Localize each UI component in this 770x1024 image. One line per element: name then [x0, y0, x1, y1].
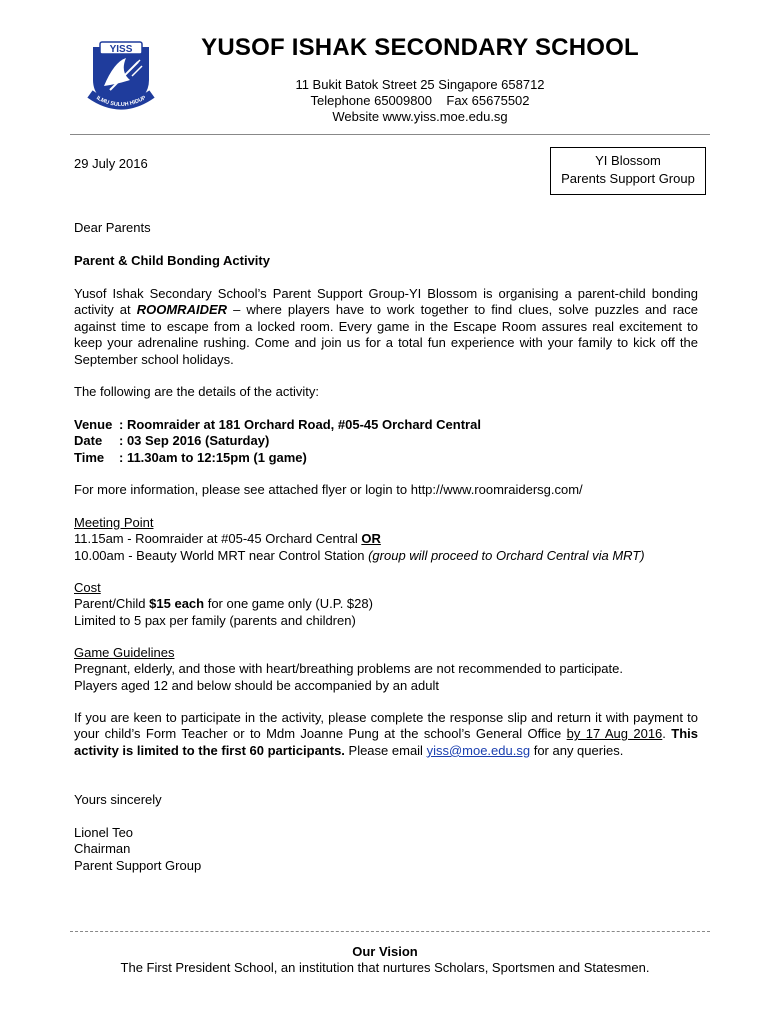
guidelines-section	[74, 645, 698, 694]
venue-value: : Roomraider at 181 Orchard Road, #05-45 Orchard Central	[119, 417, 481, 432]
meeting-line1	[74, 531, 698, 547]
school-website: Website www.yiss.moe.edu.sg	[332, 109, 508, 124]
school-contact	[170, 93, 670, 108]
intro-text-b: – where players have to work together to find clues, solve puzzles and race against time to escape from a locked room. Every game in the Escape Room assures real excitement to keep your adrenaline rushing. Come and join us for a total fun experience with your family to kick off the September school holidays.	[74, 302, 698, 367]
closing-text-b: .	[662, 726, 672, 742]
closing-paragraph	[74, 710, 698, 759]
meeting-note: (group will proceed to Orchard Central via MRT)	[368, 547, 645, 563]
school-name: YUSOF ISHAK SECONDARY SCHOOL	[201, 34, 639, 61]
venue-label: Venue	[74, 417, 113, 432]
meeting-heading: Meeting Point	[74, 515, 154, 530]
date-label: Date	[74, 433, 103, 449]
signoff: Yours sincerely	[74, 792, 162, 807]
salutation: Dear Parents	[74, 220, 151, 235]
psg-box-line1: YI Blossom	[595, 153, 661, 168]
intro-text-a: Yusof Ishak Secondary School’s Parent Support Group-YI Blossom is organising a parent-child bonding activity at	[74, 286, 698, 318]
details-intro: The following are the details of the activity:	[74, 384, 319, 399]
vision-text: The First President School, an institution that nurtures Scholars, Sportsmen and Statesmen.	[120, 960, 650, 975]
school-address: 11 Bukit Batok Street 25 Singapore 658712	[295, 77, 545, 92]
time-label: Time	[74, 449, 105, 465]
details-table	[74, 417, 698, 466]
date-value: : 03 Sep 2016 (Saturday)	[119, 433, 270, 449]
header-divider	[70, 134, 710, 135]
vision-title: Our Vision	[352, 944, 418, 959]
telephone: Telephone 65009800	[310, 93, 432, 108]
intro-paragraph	[74, 286, 698, 368]
signature-block	[74, 825, 698, 874]
cost-text-b: for one game only (U.P. $28)	[204, 596, 373, 612]
crest-motto: ILMU SULUH HIDUP	[95, 95, 148, 109]
closing-text-d: for any queries.	[530, 742, 624, 758]
letter-date: 29 July 2016	[74, 156, 148, 171]
closing-text-a: If you are keen to participate in the activity, please complete the response slip and return it with payment to your child’s Form Teacher or to Mdm Joanne Pung at the school’s General Office	[74, 710, 698, 742]
signer-name: Lionel Teo	[74, 825, 134, 840]
meeting-line1-text: 11.15am - Roomraider at #05-45 Orchard Central	[74, 531, 362, 547]
guideline-1: Pregnant, elderly, and those with heart/breathing problems are not recommended to participate.	[74, 661, 623, 677]
time-row	[74, 450, 698, 466]
intro-brand: ROOMRAIDER	[136, 302, 228, 318]
cost-section	[74, 580, 698, 629]
closing-deadline: by 17 Aug 2016	[566, 726, 663, 742]
time-value: : 11.30am to 12:15pm (1 game)	[119, 449, 307, 465]
school-crest-icon	[86, 40, 156, 110]
meeting-line2-text: 10.00am - Beauty World MRT near Control Station	[74, 547, 369, 563]
meeting-or: OR	[361, 531, 381, 547]
cost-limit: Limited to 5 pax per family (parents and children)	[74, 612, 356, 628]
date-row	[74, 433, 698, 449]
crest-label: YISS	[109, 44, 133, 55]
meeting-line2	[74, 548, 698, 564]
meeting-section	[74, 515, 698, 564]
cost-price: $15 each	[149, 596, 205, 612]
cost-line	[74, 596, 698, 612]
subject: Parent & Child Bonding Activity	[74, 253, 270, 268]
more-info: For more information, please see attached flyer or login to http://www.roomraidersg.com/	[74, 482, 583, 497]
fax: Fax 65675502	[446, 93, 530, 108]
cost-text-a: Parent/Child	[74, 596, 150, 612]
venue-row	[74, 417, 698, 433]
cost-heading: Cost	[74, 580, 101, 595]
psg-box	[550, 147, 706, 195]
guidelines-heading: Game Guidelines	[74, 645, 175, 660]
closing-limit: This activity is limited to the first 60 participants.	[74, 726, 698, 758]
email-link[interactable]: yiss@moe.edu.sg	[426, 742, 531, 758]
guideline-2: Players aged 12 and below should be accompanied by an adult	[74, 677, 439, 693]
signer-org: Parent Support Group	[74, 857, 202, 873]
signer-title: Chairman	[74, 841, 131, 857]
footer-divider	[70, 931, 710, 932]
closing-text-c: Please email	[344, 742, 427, 758]
psg-box-line2: Parents Support Group	[561, 171, 695, 186]
